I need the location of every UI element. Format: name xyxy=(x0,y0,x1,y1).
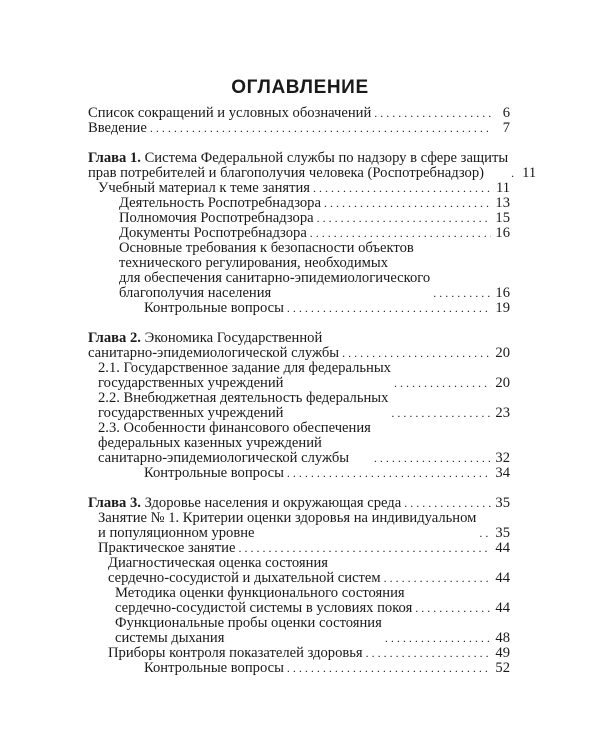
page-number: 49 xyxy=(495,645,510,661)
toc-entry-text xyxy=(98,391,388,421)
toc-entry[interactable] xyxy=(88,421,510,466)
page-number: 20 xyxy=(495,345,510,361)
toc-entry-line: Список сокращений и условных обозначений xyxy=(88,105,372,121)
dot-leader xyxy=(310,227,491,239)
toc-entry-text xyxy=(115,616,382,646)
page-number: 35 xyxy=(495,525,510,541)
toc-entry-line: и популяционном уровне xyxy=(98,525,255,541)
page-number: 16 xyxy=(495,225,510,241)
toc-entry[interactable] xyxy=(88,301,510,316)
toc-entry[interactable] xyxy=(88,226,510,241)
page-number: 44 xyxy=(495,570,510,586)
dot-leader xyxy=(324,197,491,209)
chapter-label: Глава 1. xyxy=(88,150,141,166)
toc-entry-text xyxy=(108,646,363,661)
toc-entry[interactable] xyxy=(88,331,510,361)
dot-leader xyxy=(415,602,491,614)
toc-entry-text xyxy=(119,241,430,301)
toc-entry-text xyxy=(144,661,284,676)
toc-entry-text xyxy=(108,556,381,586)
toc-entry[interactable] xyxy=(88,211,510,226)
toc-entry[interactable] xyxy=(88,241,510,301)
dot-leader xyxy=(479,527,491,539)
toc-entry-text xyxy=(119,226,307,241)
toc-entry[interactable] xyxy=(88,586,510,616)
toc-entry[interactable] xyxy=(88,541,510,556)
toc-entry-line: Приборы контроля показателей здоровья xyxy=(108,645,363,661)
toc-entry[interactable] xyxy=(88,106,510,121)
page-number: 32 xyxy=(495,450,510,466)
dot-leader xyxy=(366,647,491,659)
toc-entry-text xyxy=(119,211,314,226)
toc-entry-line: благополучия населения xyxy=(119,285,272,301)
toc-entry[interactable] xyxy=(88,496,510,511)
toc-entry-text xyxy=(88,121,147,136)
toc-entry-line: сердечно-сосудистой и дыхательной систем xyxy=(108,570,381,586)
page-number: 11 xyxy=(495,180,510,196)
toc-entry[interactable] xyxy=(88,616,510,646)
toc-entry-line: технического регулирования, необходимых xyxy=(119,255,388,271)
dot-leader xyxy=(374,107,491,119)
toc-entry-text xyxy=(115,586,412,616)
dot-leader xyxy=(313,182,491,194)
page-number: 35 xyxy=(495,495,510,511)
toc-entry-line: Диагностическая оценка состояния xyxy=(108,555,328,571)
dot-leader xyxy=(238,542,491,554)
toc-entry-line: Основные требования к безопасности объектов xyxy=(119,240,414,256)
toc-entry-text xyxy=(98,181,310,196)
toc-entry-line: Деятельность Роспотребнадзора xyxy=(119,195,321,211)
toc-entry[interactable] xyxy=(88,121,510,136)
toc-entry-line: санитарно-эпидемиологической службы xyxy=(88,345,340,361)
toc-entry-line: для обеспечения санитарно-эпидемиологического xyxy=(119,270,431,286)
toc-entry[interactable] xyxy=(88,196,510,211)
toc-entry-line: Контрольные вопросы xyxy=(144,300,284,316)
page-number: 15 xyxy=(495,210,510,226)
dot-leader xyxy=(433,287,491,299)
toc-entry[interactable] xyxy=(88,661,510,676)
toc-entry-text xyxy=(98,361,391,391)
page-number: 16 xyxy=(495,285,510,301)
toc-entry-line: системы дыхания xyxy=(115,630,225,646)
page-number: 34 xyxy=(495,465,510,481)
toc-entry-text xyxy=(88,496,401,511)
page-number: 48 xyxy=(495,630,510,646)
toc-entry-text xyxy=(98,511,476,541)
toc-entry-text xyxy=(88,106,371,121)
toc-entry[interactable] xyxy=(88,181,510,196)
toc-entry[interactable] xyxy=(88,150,537,181)
toc-entry-line: 2.1. Государственное задание для федеральных xyxy=(98,360,391,376)
toc-entry-text xyxy=(144,301,284,316)
toc-entry-text xyxy=(119,196,321,211)
dot-leader xyxy=(317,212,491,224)
toc-entry-line: Контрольные вопросы xyxy=(144,660,284,676)
toc-entry-line: Полномочия Роспотребнадзора xyxy=(119,210,314,226)
dot-leader xyxy=(384,572,491,584)
toc-entry-line: 2.2. Внебюджетная деятельность федеральных xyxy=(98,390,389,406)
toc-entry-text xyxy=(88,151,508,181)
toc-entry-text xyxy=(88,331,339,361)
toc-entry-line: Здоровье населения и окружающая среда xyxy=(144,495,402,511)
toc-entry-line: государственных учреждений xyxy=(98,405,284,421)
toc-entry[interactable] xyxy=(88,646,510,661)
toc-entry-line: Практическое занятие xyxy=(98,540,236,556)
toc-entry-line: Система Федеральной службы по надзору в сфере защиты xyxy=(144,150,509,166)
dot-leader xyxy=(385,632,491,644)
toc-entry-line: 2.3. Особенности финансового обеспечения xyxy=(98,420,371,436)
page-number: 13 xyxy=(495,195,510,211)
toc-entry[interactable] xyxy=(88,361,510,391)
toc-entry-line: Функциональные пробы оценки состояния xyxy=(115,615,382,631)
table-of-contents xyxy=(88,105,537,676)
toc-entry-line: санитарно-эпидемиологической службы xyxy=(98,450,350,466)
toc-entry-line: Введение xyxy=(88,120,147,136)
toc-entry[interactable] xyxy=(88,391,510,421)
page-number: 11 xyxy=(522,165,537,181)
dot-leader xyxy=(150,122,491,134)
page-number: 23 xyxy=(495,405,510,421)
page-number: 44 xyxy=(495,540,510,556)
dot-leader xyxy=(287,467,491,479)
chapter-label: Глава 3. xyxy=(88,495,141,511)
chapter-label: Глава 2. xyxy=(88,330,141,346)
toc-entry-line: Учебный материал к теме занятия xyxy=(98,180,311,196)
toc-entry-text xyxy=(98,421,371,466)
page-number: 20 xyxy=(495,375,510,391)
page-number: 19 xyxy=(495,300,510,316)
page-number: 44 xyxy=(495,600,510,616)
toc-entry-line: прав потребителей и благополучия человека (Роспотребнадзор) xyxy=(88,165,484,181)
page-number: 7 xyxy=(502,120,510,136)
page-number: 52 xyxy=(495,660,510,676)
page-number: 6 xyxy=(502,105,510,121)
toc-entry-line: Занятие № 1. Критерии оценки здоровья на индивидуальном xyxy=(98,510,477,526)
dot-leader xyxy=(511,167,517,179)
dot-leader xyxy=(287,662,491,674)
toc-entry-line: Методика оценки функционального состояния xyxy=(115,585,405,601)
dot-leader xyxy=(287,302,491,314)
dot-leader xyxy=(394,377,491,389)
toc-entry-text xyxy=(144,466,284,481)
toc-entry[interactable] xyxy=(88,466,510,481)
toc-entry-line: государственных учреждений xyxy=(98,375,284,391)
toc-entry-line: сердечно-сосудистой системы в условиях покоя xyxy=(115,600,413,616)
dot-leader xyxy=(404,497,491,509)
toc-entry-line: Документы Роспотребнадзора xyxy=(119,225,307,241)
dot-leader xyxy=(391,407,491,419)
toc-entry-text xyxy=(98,541,235,556)
toc-entry-line: Экономика Государственной xyxy=(144,330,323,346)
toc-entry-line: федеральных казенных учреждений xyxy=(98,435,322,451)
toc-entry-line: Контрольные вопросы xyxy=(144,465,284,481)
dot-leader xyxy=(374,452,491,464)
page-title: ОГЛАВЛЕНИЕ xyxy=(231,77,369,98)
toc-entry[interactable] xyxy=(88,556,510,586)
dot-leader xyxy=(342,347,491,359)
toc-entry[interactable] xyxy=(88,511,510,541)
